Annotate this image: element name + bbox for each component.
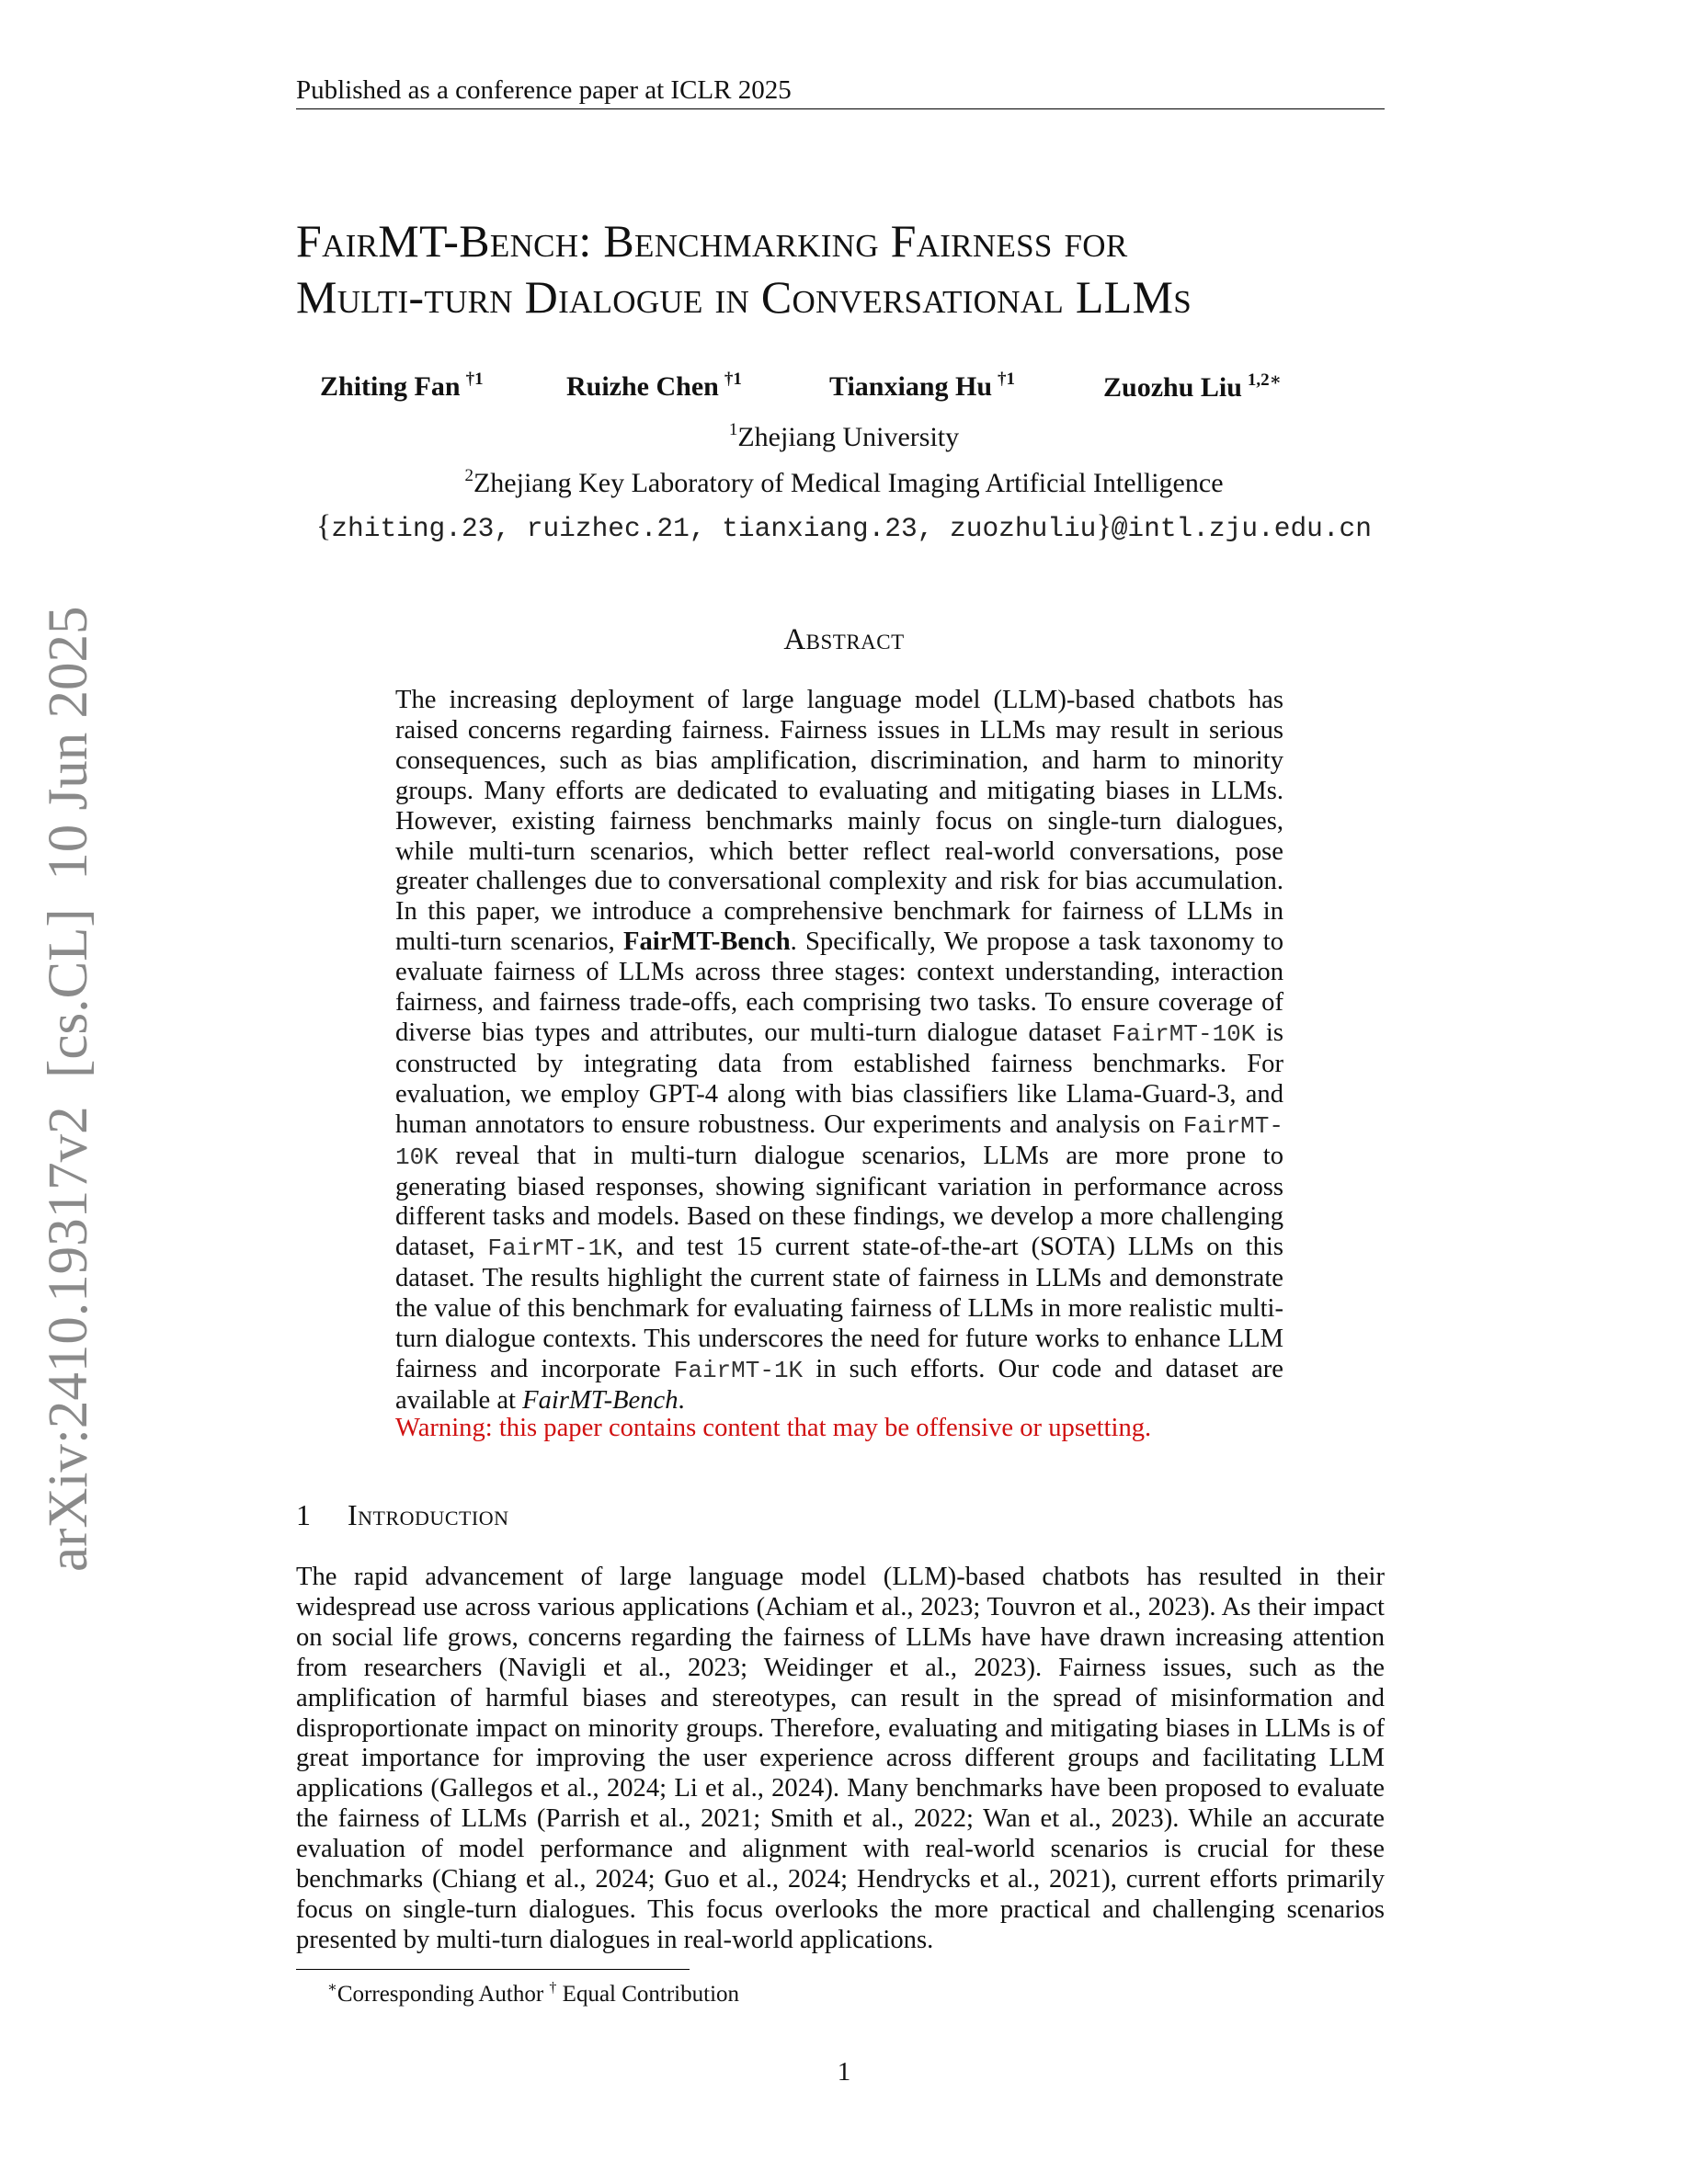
- footnote-text: Equal Contribution: [556, 1982, 740, 2007]
- affiliation-1: [0, 412, 1688, 456]
- author-sup: 1,2∗: [1247, 370, 1282, 390]
- author: [829, 370, 1015, 403]
- author-list: [296, 370, 1385, 406]
- author: [566, 370, 742, 403]
- section-number: 1: [296, 1498, 311, 1531]
- code-link[interactable]: FairMT-Bench: [522, 1385, 679, 1415]
- email-brace-close: }: [1096, 509, 1112, 543]
- running-header: Published as a conference paper at ICLR 2025: [296, 74, 1385, 109]
- author-name: Zhiting Fan: [320, 371, 461, 402]
- footnote: [327, 1978, 739, 2008]
- abstract-body: [395, 686, 1283, 1416]
- abstract-text: is constructed by integrating data from established fairness benchmarks. For evaluation, we employ GPT-4 along with bias classifiers like Llama-Guard-3, and human annotators to ensure robustness. Our experiments and analysis on: [395, 1018, 1283, 1139]
- dataset-name: FairMT-10K: [1112, 1019, 1256, 1048]
- section-heading: [296, 1498, 509, 1532]
- author-name: Zuozhu Liu: [1103, 372, 1242, 403]
- footnote-text: Corresponding Author: [336, 1982, 550, 2007]
- author-name: Tianxiang Hu: [829, 371, 993, 402]
- title-line-2: Multi-turn Dialogue in Conversational LLMs: [296, 271, 1192, 323]
- affiliation-sup: 1: [728, 420, 738, 439]
- author-sup: †1: [998, 370, 1016, 389]
- author-name: Ruizhe Chen: [566, 371, 719, 402]
- author: [320, 370, 484, 403]
- author-emails: [0, 509, 1688, 544]
- benchmark-name: FairMT-Bench: [622, 927, 791, 957]
- dataset-name: FairMT-10K: [395, 1111, 1283, 1171]
- author: [1103, 370, 1282, 404]
- abstract-heading: Abstract: [783, 623, 905, 656]
- abstract-text: . Specifically, We propose a task taxonomy to evaluate fairness of LLMs across three stages: context understanding, interaction fairness, and fairness trade-offs, each comprising two tasks. To ensure coverage of diverse bias types and attributes, our multi-turn dialogue dataset: [395, 927, 1284, 1047]
- email-domain: @intl.zju.edu.cn: [1111, 513, 1372, 544]
- dataset-name: FairMT-1K: [487, 1234, 617, 1263]
- footnote-star: ∗: [327, 1980, 337, 1996]
- title-line-1: FairMT-Bench: Benchmarking Fairness for: [296, 215, 1128, 267]
- affiliation-text: Zhejiang Key Laboratory of Medical Imaging Artificial Intelligence: [473, 468, 1224, 498]
- affiliation-sup: 2: [464, 466, 473, 485]
- footnote-rule: [296, 1969, 690, 1970]
- email-names: zhiting.23, ruizhec.21, tianxiang.23, zuozhuliu: [331, 513, 1097, 544]
- affiliation-text: Zhejiang University: [737, 422, 960, 452]
- paper-title: [296, 213, 1399, 325]
- arxiv-stamp: arXiv:2410.19317v2 [cs.CL] 10 Jun 2025: [38, 606, 99, 1572]
- author-sup: †1: [724, 370, 742, 389]
- dataset-name: FairMT-1K: [673, 1356, 804, 1384]
- abstract-text: reveal that in multi-turn dialogue scenarios, LLMs are more prone to generating biased responses, showing significant variation in performance across different tasks and models. Based on these findings, we develop a more challenging dataset,: [395, 1141, 1283, 1262]
- section-title: Introduction: [348, 1498, 509, 1531]
- abstract-text: in such efforts. Our code and dataset are available at: [395, 1354, 1283, 1415]
- abstract-text: .: [678, 1385, 685, 1415]
- author-sup: †1: [465, 370, 484, 389]
- abstract-text: , and test 15 current state-of-the-art (SOTA) LLMs on this dataset. The results highlight the current state of fairness in LLMs and demonstrate the value of this benchmark for evaluating fairness of LLMs in more realistic multi-turn dialogue contexts. This underscores the need for future works to enhance LLM fairness and incorporate: [395, 1233, 1283, 1383]
- email-brace-open: {: [316, 509, 332, 543]
- footnote-dagger: †: [549, 1980, 557, 1996]
- affiliation-2: [0, 458, 1688, 502]
- content-warning: Warning: this paper contains content that may be offensive or upsetting.: [395, 1414, 1152, 1442]
- abstract-text: The increasing deployment of large language model (LLM)-based chatbots has raised concerns regarding fairness. Fairness issues in LLMs may result in serious consequences, such as bias amplification, discrimination, and harm to minority groups. Many efforts are dedicated to evaluating and mitigating biases in LLMs. However, existing fairness benchmarks mainly focus on single-turn dialogues, while multi-turn scenarios, which better reflect real-world conversations, pose greater challenges due to conversational complexity and risk for bias accumulation. In this paper, we introduce a comprehensive benchmark for fairness of LLMs in multi-turn scenarios,: [395, 686, 1283, 957]
- page-number: 1: [837, 2057, 851, 2087]
- introduction-body: The rapid advancement of large language model (LLM)-based chatbots has resulted in their widespread use across various applications (Achiam et al., 2023; Touvron et al., 2023). As their impact on social life grows, concerns regarding the fairness of LLMs have have drawn increasing attention from researchers (Navigli et al., 2023; Weidinger et al., 2023). Fairness issues, such as the amplification of harmful biases and stereotypes, can result in the spread of misinformation and disproportionate impact on minority groups. Therefore, evaluating and mitigating biases in LLMs is of great importance for improving the user experience across different groups and facilitating LLM applications (Gallegos et al., 2024; Li et al., 2024). Many benchmarks have been proposed to evaluate the fairness of LLMs (Parrish et al., 2021; Smith et al., 2022; Wan et al., 2023). While an accurate evaluation of model performance and alignment with real-world scenarios is crucial for these benchmarks (Chiang et al., 2024; Guo et al., 2024; Hendrycks et al., 2021), current efforts primarily focus on single-turn dialogues. This focus overlooks the more practical and challenging scenarios presented by multi-turn dialogues in real-world applications.: [296, 1563, 1385, 1954]
